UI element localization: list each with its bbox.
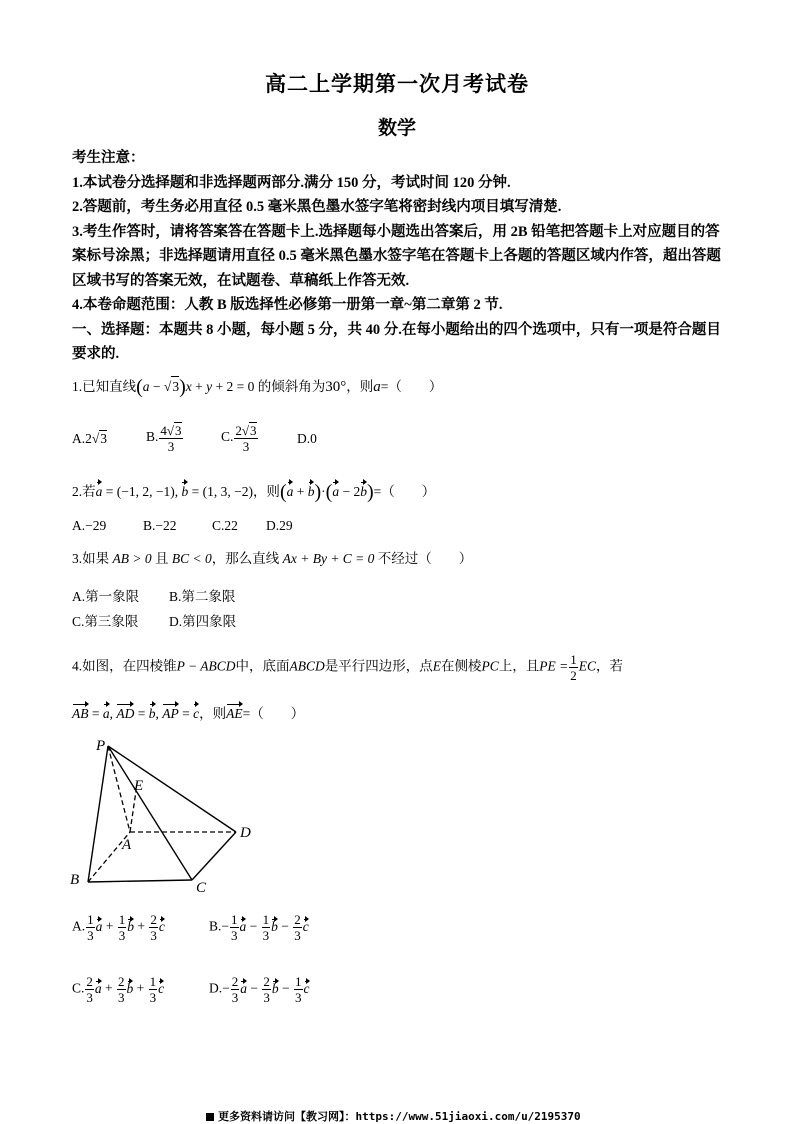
option-label: C.: [221, 429, 234, 445]
q2-mid: ，则: [252, 484, 280, 499]
q2-blank: =（ ）: [373, 484, 436, 499]
q4-option-c[interactable]: C. $\frac{2}{3}$ a + $\frac{2}{3}$ b + $\frac{1}{3}$ c: [72, 974, 165, 1005]
label-b: B: [70, 872, 80, 888]
segment-ae: [130, 791, 136, 832]
q2-option-b[interactable]: B.−22: [143, 518, 177, 533]
q1-angle: 30°: [325, 379, 347, 395]
option-label: C.: [72, 980, 85, 996]
q1-prefix: 1.已知直线: [72, 379, 137, 394]
label-c: C: [196, 880, 207, 896]
question-4: 4.如图，在四棱锥P − ABCD中，底面ABCD是平行四边形，点E在侧棱PC上，且PE = $\frac{1}{2}$ EC，若: [72, 652, 624, 683]
footer-link[interactable]: [206, 1108, 581, 1124]
q4-option-d[interactable]: D.− $\frac{2}{3}$ a − $\frac{2}{3}$ b − $\frac{1}{3}$ c: [209, 974, 310, 1005]
question-2: 2.若a = (−1, 2, −1), b = (1, 3, −2)，则(a + b)·(a − 2b)=（ ）: [72, 481, 436, 503]
q3-tail: 不经过（ ）: [377, 551, 473, 566]
q3-cond2: BC < 0: [171, 551, 212, 566]
section-heading: 一、选择题：本题共 8 小题，每小题 5 分，共 40 分.在每小题给出的四个选项中，只有一项是符合题目要求的.: [72, 321, 721, 362]
label-d: D: [240, 825, 251, 841]
q1-var: a: [373, 379, 381, 395]
option-label: D.: [209, 980, 223, 996]
q3-and: 且: [154, 551, 169, 566]
edge-bc: [88, 880, 192, 882]
q4-line2-tail: ，则: [199, 706, 227, 721]
exam-notes: [72, 146, 732, 367]
q3-option-c[interactable]: C.第三象限: [72, 614, 139, 629]
q4-blank: =（ ）: [242, 706, 305, 721]
label-e: E: [134, 778, 144, 794]
flag-icon: [206, 1113, 214, 1121]
q2-option-d[interactable]: D.29: [266, 518, 293, 533]
q1-suffix: 的倾斜角为: [257, 379, 326, 394]
q4-base: ABCD: [289, 658, 325, 674]
q4-prefix: 4.如图，在四棱锥: [72, 658, 177, 674]
q1-option-b[interactable]: B. $\frac{4√3}{3}$: [146, 423, 182, 454]
q3-prefix: 3.如果: [72, 551, 110, 566]
q2-prefix: 2.若: [72, 484, 96, 499]
q4-edge: PC: [481, 658, 499, 674]
option-label: A.: [72, 918, 86, 934]
option-label: A.: [72, 431, 86, 446]
notes-heading: 考生注意：: [72, 150, 145, 166]
q4-point-e: E: [432, 658, 441, 674]
q1-option-c[interactable]: C. $\frac{2√3}{3}$: [221, 423, 257, 454]
option-label: B.: [146, 429, 159, 445]
q4-option-b[interactable]: B.− $\frac{1}{3}$ a − $\frac{1}{3}$ b − $\frac{2}{3}$ c: [209, 912, 309, 943]
note-item: 3.考生作答时，请将答案答在答题卡上.选择题每小题选出答案后，用 2B 铅笔把答题卡上对应题目的答案标号涂黑；非选择题请用直径 0.5 毫米黑色墨水签字笔在答题卡上各题的答题区域内作答，超出答题区域书写的答案无效，在试题卷、草稿纸上作答无效.: [72, 223, 721, 289]
q3-cond1: AB > 0: [112, 551, 152, 566]
edge-pc: [108, 746, 192, 880]
footer-text: 更多资料请访问【教习网】：https://www.51jiaoxi.com/u/2195370: [218, 1110, 581, 1123]
option-label: B.: [209, 918, 222, 934]
note-item: 1.本试卷分选择题和非选择题两部分.满分 150 分，考试时间 120 分钟.: [72, 174, 511, 191]
q1-option-d[interactable]: D.0: [297, 431, 317, 446]
question-4-line2: AB = a, AD = b, AP = c，则AE=（ ）: [72, 704, 304, 724]
q4-t1: 中，底面: [235, 658, 290, 674]
q4-option-a[interactable]: A. $\frac{1}{3}$ a + $\frac{1}{3}$ b + $\frac{2}{3}$ c: [72, 912, 165, 943]
q1-ask: ，则: [346, 379, 374, 394]
pyramid-figure: [60, 732, 270, 897]
note-item: 4.本卷命题范围：人教 B 版选择性必修第一册第一章~第二章第 2 节.: [72, 297, 503, 313]
q4-t5: ，若: [596, 658, 624, 674]
note-item: 2.答题前，考生务必用直径 0.5 毫米黑色墨水签字笔将密封线内项目填写清楚.: [72, 199, 562, 215]
q4-t4: 上，且: [498, 658, 540, 674]
q4-t3: 在侧棱: [441, 658, 482, 674]
exam-title: 高二上学期第一次月考试卷: [265, 72, 529, 96]
q3-option-d[interactable]: D.第四象限: [169, 614, 237, 629]
question-3: [72, 549, 472, 569]
q4-ec: EC: [578, 658, 597, 674]
question-1: 1.已知直线(a − √3)x + y + 2 = 0 的倾斜角为30°，则a=（ ）: [72, 376, 443, 398]
q3-option-a[interactable]: A.第一象限: [72, 589, 140, 604]
label-a: A: [122, 837, 132, 853]
label-p: P: [96, 738, 106, 754]
q3-option-b[interactable]: B.第二象限: [169, 589, 236, 604]
q2-option-a[interactable]: A.−29: [72, 518, 107, 533]
q4-pe: PE =: [539, 658, 569, 674]
q4-t2: 是平行四边形，点: [324, 658, 433, 674]
exam-subject: 数学: [377, 118, 416, 139]
q3-mid: ，那么直线: [211, 551, 280, 566]
q1-option-a[interactable]: A.2√3: [72, 431, 108, 446]
q2-option-c[interactable]: C.22: [212, 518, 238, 533]
q3-line: Ax + By + C = 0: [282, 551, 375, 566]
q1-blank: =（ ）: [380, 379, 443, 394]
q4-pyramid: P − ABCD: [176, 658, 236, 674]
edge-cd: [192, 832, 236, 880]
